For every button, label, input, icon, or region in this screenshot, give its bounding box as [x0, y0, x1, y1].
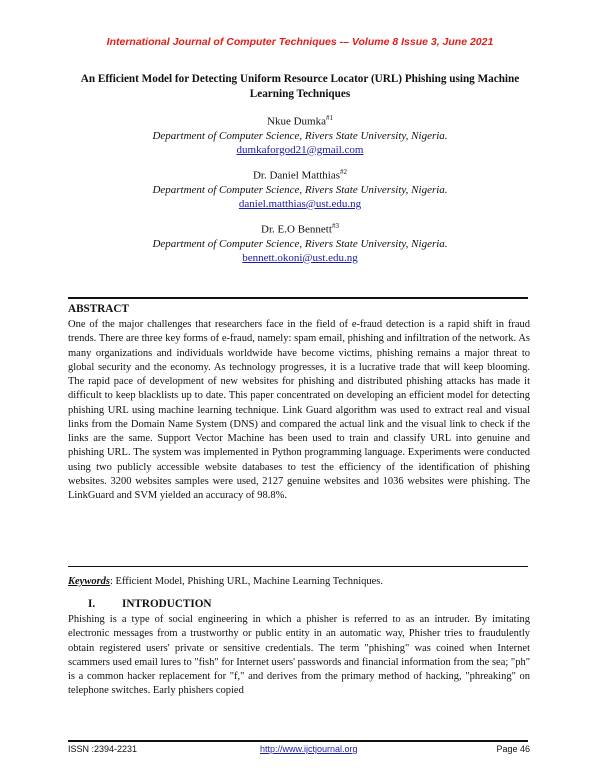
- author-email-link[interactable]: daniel.matthias@ust.edu.ng: [238, 197, 362, 210]
- author-email-link[interactable]: dumkaforgod21@gmail.com: [236, 143, 364, 156]
- author-department: Department of Computer Science, Rivers State University, Nigeria.: [152, 237, 448, 250]
- footer-journal-link[interactable]: http://www.ijctjournal.org: [260, 744, 358, 754]
- abstract-top-rule: [68, 297, 528, 299]
- author-block-2: [0, 165, 600, 211]
- author-name: Dr. E.O Bennett$^{\#3}$: [261, 222, 339, 236]
- introduction-text: Phishing is a type of social engineering in which a phisher is referred to as an intruder. By imitating electronic messages from a trustworthy or public entity in an automatic way, Phisher tries to fraudulently obtain registered users' private or sensitive credentials. The term "phishing" was coined when Internet scammers used email lures to "fish" for Internet users' passwords and financial information from the sea; "ph" is a common hacker replacement for "f," and derives from the primary method of hacking, "phreaking" on telephone switches. Early phishers copied: [68, 614, 530, 697]
- author-name: Nkue Dumka$^{\#1}$: [267, 114, 333, 128]
- footer-rule: [68, 740, 528, 742]
- introduction-heading: [88, 598, 212, 610]
- journal-header: International Journal of Computer Techniques -– Volume 8 Issue 3, June 2021: [106, 36, 494, 48]
- keywords-label: Keywords: [68, 576, 110, 587]
- author-name: Dr. Daniel Matthias$^{\#2}$: [252, 168, 348, 182]
- abstract-text: One of the major challenges that researchers face in the field of e-fraud detection is a rapid shift in fraud trends. There are three key forms of e-fraud, namely: spam email, phishing and infiltration of the network. As many organizations and individuals worldwide have become victims, phishing remains a major threat to global security and the economy. As technology progresses, it is a lucrative trade that will keep blooming. The rapid pace of development of new websites for phishing and distributed phishing attacks has made it difficult to keep blacklists up to date. This paper concentrated on developing an efficient model for detecting phishing URL using machine learning technique. Link Guard algorithm was used to extract real and visual links from the Domain Name System (DNS) and compared the actual link and the visual link to check if the links are the same. Support Vector Machine has been used to train and classify URL into genuine and phishing URL. The system was implemented in Python programming language. Experiments were conducted using two publicly accessible website databases to test the efficiency of the identification of phishing websites. 3200 websites samples were used, 2127 genuine websites and 1036 websites were phishing. The LinkGuard and SVM yielded an accuracy of 98.8%.: [68, 319, 530, 501]
- section-number: I.: [88, 598, 96, 610]
- author-department: Department of Computer Science, Rivers State University, Nigeria.: [152, 183, 448, 196]
- keywords-text: : Efficient Model, Phishing URL, Machine Learning Techniques.: [110, 576, 383, 587]
- author-email-link[interactable]: bennett.okoni@ust.edu.ng: [242, 251, 358, 264]
- author-block-3: [0, 219, 600, 265]
- footer-issn: ISSN :2394-2231: [68, 744, 138, 754]
- abstract-heading: ABSTRACT: [68, 303, 129, 315]
- author-block-1: [0, 111, 600, 157]
- abstract-bottom-rule: [68, 566, 528, 567]
- paper-title: An Efficient Model for Detecting Uniform Resource Locator (URL) Phishing using Machine Learning Techniques: [80, 73, 520, 100]
- footer-page-number: Page 46: [496, 744, 530, 754]
- keywords-line: [68, 576, 530, 587]
- section-title: INTRODUCTION: [122, 598, 212, 610]
- author-department: Department of Computer Science, Rivers State University, Nigeria.: [152, 129, 448, 142]
